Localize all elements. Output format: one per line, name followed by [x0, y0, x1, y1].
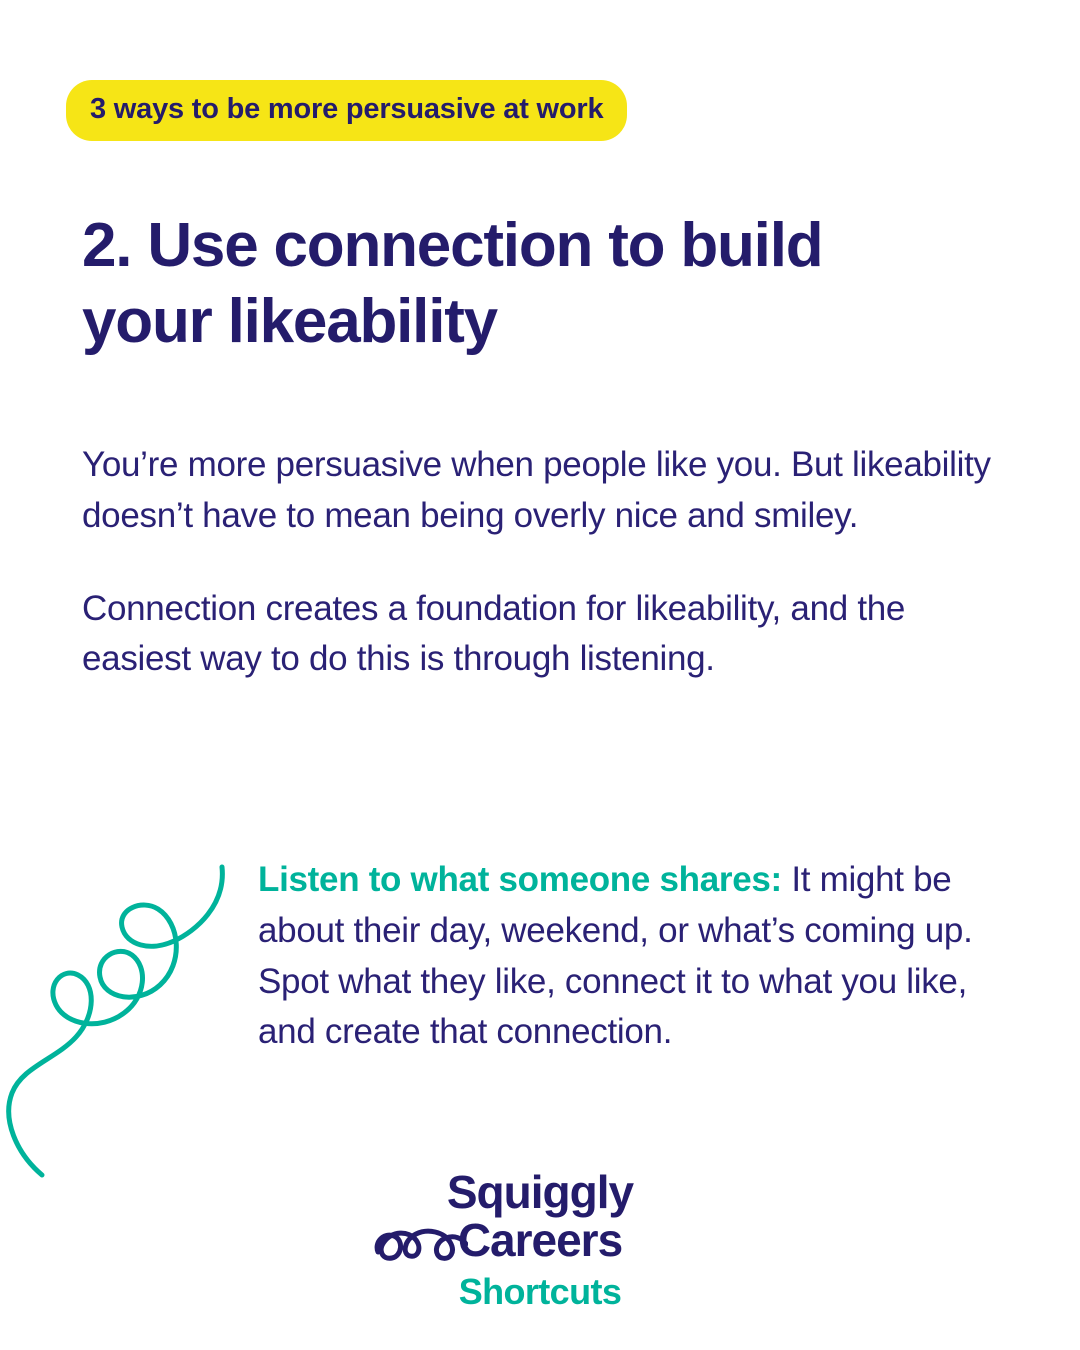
body-paragraph-1: You’re more persuasive when people like you. But likeability doesn’t have to mean being overly nice and smiley.	[82, 445, 991, 535]
kicker-container	[66, 80, 627, 141]
tip-block	[258, 855, 1018, 1058]
tip-body-text: It might be about their day, weekend, or what’s coming up. Spot what they like, connect it to what you like, and create that connection.	[258, 860, 973, 1052]
body-paragraph-2: Connection creates a foundation for likeability, and the easiest way to do this is through listening.	[82, 588, 906, 679]
brand-logo-line1: Squiggly	[446, 1166, 634, 1219]
kicker-badge: 3 ways to be more persuasive at work	[66, 80, 627, 141]
logo-squiggle-icon	[372, 1222, 468, 1266]
squiggle-decoration-icon	[0, 845, 260, 1195]
tip-lead-label: Listen to what someone shares:	[258, 860, 782, 899]
brand-logo-line2: Careers	[457, 1214, 623, 1267]
brand-logo	[0, 1168, 1080, 1312]
body-copy	[82, 440, 1012, 685]
page-title: 2. Use connection to build your likeability	[82, 211, 823, 356]
brand-logo-row	[458, 1216, 622, 1270]
brand-logo-line3: Shortcuts	[458, 1271, 622, 1313]
